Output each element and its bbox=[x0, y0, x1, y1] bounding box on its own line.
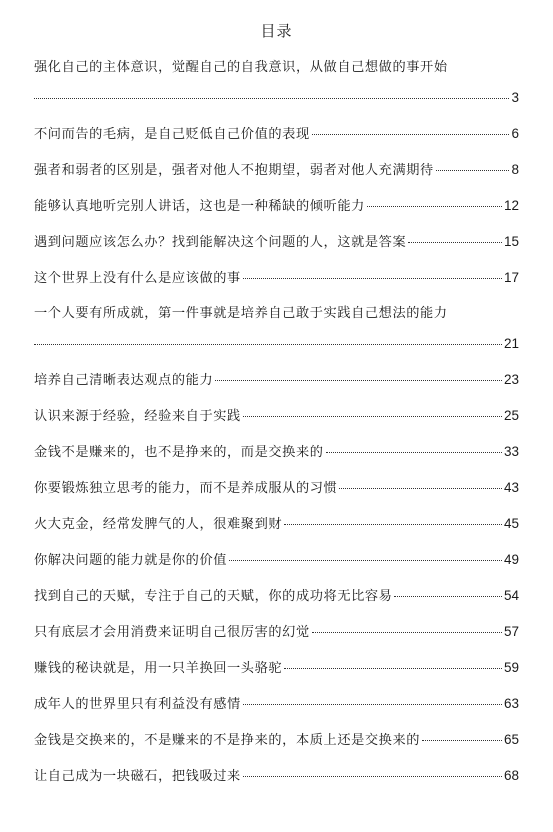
toc-entry[interactable] bbox=[34, 122, 519, 146]
toc-entry[interactable] bbox=[34, 158, 519, 182]
toc-entry-title: 火大克金，经常发脾气的人，很难聚到财 bbox=[34, 517, 283, 532]
dot-leader bbox=[243, 416, 502, 417]
dot-leader bbox=[326, 452, 502, 453]
toc-entry[interactable] bbox=[34, 368, 519, 392]
toc-entry[interactable] bbox=[34, 56, 519, 110]
dot-leader bbox=[243, 278, 502, 279]
toc-entry-title: 你要锻炼独立思考的能力，而不是养成服从的习惯 bbox=[34, 481, 338, 496]
dot-leader bbox=[34, 98, 509, 99]
dot-leader bbox=[436, 170, 510, 171]
toc-entry-page-number: 15 bbox=[503, 234, 519, 249]
toc-entry-line bbox=[34, 266, 519, 290]
toc-entry-page-number: 68 bbox=[503, 768, 519, 783]
toc-entry[interactable] bbox=[34, 302, 519, 356]
toc-entry-title: 强者和弱者的区别是，强者对他人不抱期望，弱者对他人充满期待 bbox=[34, 163, 434, 178]
toc-entry-line bbox=[34, 404, 519, 428]
toc-entry[interactable] bbox=[34, 584, 519, 608]
dot-leader bbox=[312, 632, 502, 633]
toc-entry-line bbox=[34, 656, 519, 680]
toc-entry-line bbox=[34, 620, 519, 644]
toc-entry-title: 不问而告的毛病，是自己贬低自己价值的表现 bbox=[34, 127, 310, 142]
toc-entry[interactable] bbox=[34, 764, 519, 788]
dot-leader bbox=[34, 344, 502, 345]
toc-entry-page-number: 25 bbox=[503, 408, 519, 423]
toc-entry-line bbox=[34, 728, 519, 752]
toc-entry[interactable] bbox=[34, 620, 519, 644]
dot-leader bbox=[215, 380, 502, 381]
toc-entry-page-number: 33 bbox=[503, 444, 519, 459]
toc-entry-line bbox=[34, 476, 519, 500]
toc-entry-line bbox=[34, 512, 519, 536]
toc-entry[interactable] bbox=[34, 548, 519, 572]
toc-entry-page-number: 6 bbox=[511, 126, 519, 141]
toc-entry[interactable] bbox=[34, 656, 519, 680]
toc-title: 目录 bbox=[260, 22, 293, 40]
toc-entry-title: 培养自己清晰表达观点的能力 bbox=[34, 373, 214, 388]
toc-entry[interactable] bbox=[34, 194, 519, 218]
dot-leader bbox=[284, 524, 502, 525]
toc-entry-line bbox=[34, 194, 519, 218]
toc-entry-page-number: 57 bbox=[503, 624, 519, 639]
dot-leader bbox=[229, 560, 502, 561]
toc-entry-title: 让自己成为一块磁石，把钱吸过来 bbox=[34, 769, 241, 784]
toc-entry-page-number: 45 bbox=[503, 516, 519, 531]
dot-leader bbox=[422, 740, 502, 741]
toc-entry-title: 一个人要有所成就，第一件事就是培养自己敢于实践自己想法的能力 bbox=[34, 306, 448, 321]
dot-leader bbox=[243, 704, 502, 705]
toc-entry-title: 这个世界上没有什么是应该做的事 bbox=[34, 271, 241, 286]
toc-entry-line bbox=[34, 440, 519, 464]
toc-entry-line bbox=[34, 368, 519, 392]
toc-entry-line bbox=[34, 56, 519, 80]
toc-entry-line bbox=[34, 548, 519, 572]
toc-entry-title: 你解决问题的能力就是你的价值 bbox=[34, 553, 228, 568]
dot-leader bbox=[339, 488, 502, 489]
toc-entry-line bbox=[34, 302, 519, 326]
toc-entry-page-number: 63 bbox=[503, 696, 519, 711]
toc-entry-page-number: 23 bbox=[503, 372, 519, 387]
toc-entry[interactable] bbox=[34, 266, 519, 290]
dot-leader bbox=[284, 668, 502, 669]
toc-entry-leader-line bbox=[34, 332, 519, 356]
toc-entry-page-number: 54 bbox=[503, 588, 519, 603]
toc-entry-page-number: 12 bbox=[503, 198, 519, 213]
toc-entry[interactable] bbox=[34, 692, 519, 716]
toc-entry-line bbox=[34, 764, 519, 788]
toc-entry-title: 只有底层才会用消费来证明自己很厉害的幻觉 bbox=[34, 625, 310, 640]
toc-entry[interactable] bbox=[34, 230, 519, 254]
toc-entry-line bbox=[34, 692, 519, 716]
toc-entry-page-number: 17 bbox=[503, 270, 519, 285]
toc-entry[interactable] bbox=[34, 404, 519, 428]
dot-leader bbox=[312, 134, 510, 135]
toc-entry-line bbox=[34, 122, 519, 146]
toc-entry[interactable] bbox=[34, 476, 519, 500]
toc-entry-leader-line bbox=[34, 86, 519, 110]
toc-entry[interactable] bbox=[34, 728, 519, 752]
toc-entry-title: 遇到问题应该怎么办？找到能解决这个问题的人，这就是答案 bbox=[34, 235, 407, 250]
toc-entry-page-number: 21 bbox=[503, 336, 519, 351]
toc-entry-title: 成年人的世界里只有利益没有感情 bbox=[34, 697, 241, 712]
dot-leader bbox=[243, 776, 502, 777]
toc-entry-title: 金钱是交换来的，不是赚来的不是挣来的，本质上还是交换来的 bbox=[34, 733, 421, 748]
toc-entry-page-number: 65 bbox=[503, 732, 519, 747]
toc-entry-title: 强化自己的主体意识，觉醒自己的自我意识，从做自己想做的事开始 bbox=[34, 60, 448, 75]
toc-entry[interactable] bbox=[34, 440, 519, 464]
toc-entry-page-number: 8 bbox=[511, 162, 519, 177]
toc-entry-title: 认识来源于经验，经验来自于实践 bbox=[34, 409, 241, 424]
toc-entry-line bbox=[34, 158, 519, 182]
dot-leader bbox=[394, 596, 501, 597]
toc-entry-line bbox=[34, 584, 519, 608]
toc-entry-title: 能够认真地听完别人讲话，这也是一种稀缺的倾听能力 bbox=[34, 199, 365, 214]
dot-leader bbox=[408, 242, 502, 243]
toc-entry-title: 赚钱的秘诀就是，用一只羊换回一头骆驼 bbox=[34, 661, 283, 676]
dot-leader bbox=[367, 206, 502, 207]
toc-entry-page-number: 3 bbox=[511, 90, 519, 105]
toc-entry[interactable] bbox=[34, 512, 519, 536]
toc-entry-page-number: 49 bbox=[503, 552, 519, 567]
toc-entry-title: 金钱不是赚来的，也不是挣来的，而是交换来的 bbox=[34, 445, 324, 460]
toc-entry-title: 找到自己的天赋，专注于自己的天赋，你的成功将无比容易 bbox=[34, 589, 393, 604]
toc-entry-page-number: 59 bbox=[503, 660, 519, 675]
table-of-contents bbox=[34, 56, 519, 800]
toc-entry-line bbox=[34, 230, 519, 254]
toc-entry-page-number: 43 bbox=[503, 480, 519, 495]
